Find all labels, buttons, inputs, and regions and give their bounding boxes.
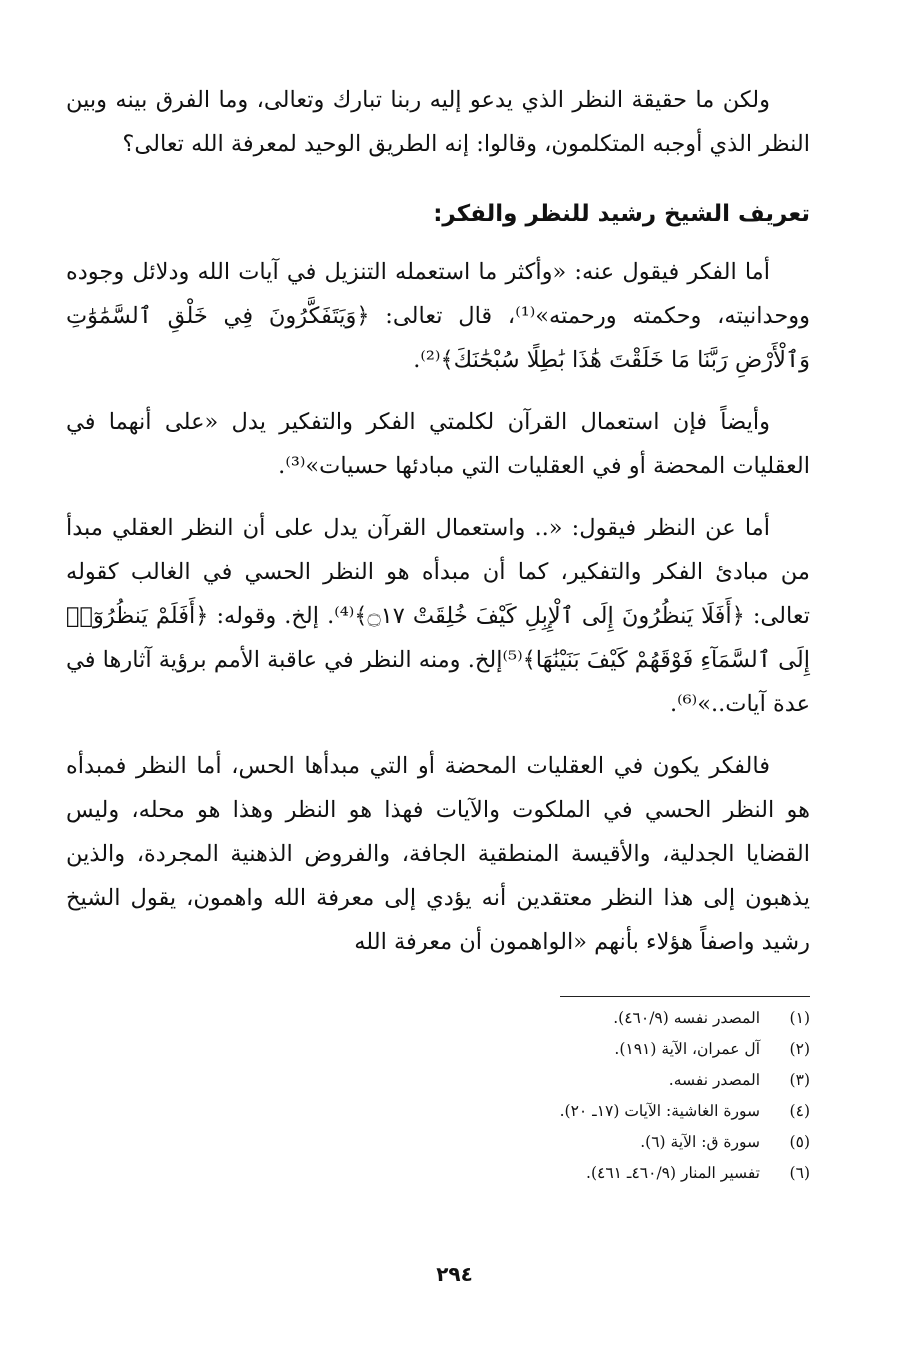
footnote-item [66,1096,810,1127]
footnote-item [66,1034,810,1065]
paragraph-4 [66,506,810,726]
paragraph-5 [66,744,810,964]
paragraph-2-text: أما الفكر فيقول عنه: «وأكثر ما استعمله التنزيل في آيات الله ودلائل وجوده ووحدانيته، وحكمته ورحمته»⁽¹⁾، قال تعالى: ﴿وَيَتَفَكَّرُونَ فِي خَلْقِ ٱلسَّمَٰوَٰتِ وَٱلْأَرْضِ رَبَّنَا مَا خَلَقْتَ هَٰذَا بَٰطِلًا سُبْحَٰنَكَ﴾⁽²⁾. [66,259,811,373]
footnote-item [66,1003,810,1034]
footnote-number: (٢) [789,1040,810,1058]
paragraph-1 [66,78,810,166]
paragraph-4-text: أما عن النظر فيقول: «.. واستعمال القرآن يدل على أن النظر العقلي مبدأ من مبادئ الفكر والتفكير، كما أن مبدأه هو النظر الحسي في الغالب كقوله تعالى: ﴿أَفَلَا يَنظُرُونَ إِلَى ٱلْإِبِلِ كَيْفَ خُلِقَتْ ۝١٧﴾⁽⁴⁾. إلخ. وقوله: ﴿أَفَلَمْ يَنظُرُوٓا۟ إِلَى ٱلسَّمَآءِ فَوْقَهُمْ كَيْفَ بَنَيْنَٰهَا﴾⁽⁵⁾إلخ. ومنه النظر في عاقبة الأمم برؤية آثارها في عدة آيات..»⁽⁶⁾. [66,515,810,717]
footnote-text: آل عمران، الآية (١٩١). [614,1040,760,1058]
footnote-item [66,1158,810,1189]
footnote-number: (٦) [789,1164,810,1182]
paragraph-2 [66,250,810,382]
footnote-divider [560,996,810,997]
footnote-item [66,1127,810,1158]
footnote-item [66,1065,810,1096]
footnote-number: (٤) [789,1102,810,1120]
paragraph-1-text: ولكن ما حقيقة النظر الذي يدعو إليه ربنا تبارك وتعالى، وما الفرق بينه وبين النظر الذي أوجبه المتكلمون، وقالوا: إنه الطريق الوحيد لمعرفة الله تعالى؟ [66,87,810,157]
paragraph-3 [66,400,810,488]
paragraph-3-text: وأيضاً فإن استعمال القرآن لكلمتي الفكر والتفكير يدل «على أنهما في العقليات المحضة أو في العقليات التي مبادئها حسيات»⁽³⁾. [66,409,810,479]
footnote-text: المصدر نفسه (٤٦٠/٩). [613,1009,760,1027]
page-number: ٢٩٤ [436,1262,473,1286]
footnote-text: المصدر نفسه. [668,1071,760,1089]
footnote-text: تفسير المنار (٤٦٠/٩ـ ٤٦١). [586,1164,760,1182]
footnote-number: (٣) [789,1071,810,1089]
section-heading: تعريف الشيخ رشيد للنظر والفكر: [433,201,810,227]
footnote-text: سورة ق: الآية (٦). [640,1133,760,1151]
footnote-text: سورة الغاشية: الآيات (١٧ـ ٢٠). [559,1102,760,1120]
footnote-number: (١) [789,1009,810,1027]
paragraph-5-text: فالفكر يكون في العقليات المحضة أو التي مبدأها الحس، أما النظر فمبدأه هو النظر الحسي في الملكوت والآيات فهذا هو النظر وهذا هو محله، وليس القضايا الجدلية، والأقيسة المنطقية الجافة، والفروض الذهنية المجردة، والذين يذهبون إلى هذا النظر معتقدين أنه يؤدي إلى معرفة الله واهمون، يقول الشيخ رشيد واصفاً هؤلاء بأنهم «الواهمون أن معرفة الله [66,753,810,955]
footnotes [66,1003,810,1189]
footnote-number: (٥) [789,1133,810,1151]
page-body [66,78,810,1189]
